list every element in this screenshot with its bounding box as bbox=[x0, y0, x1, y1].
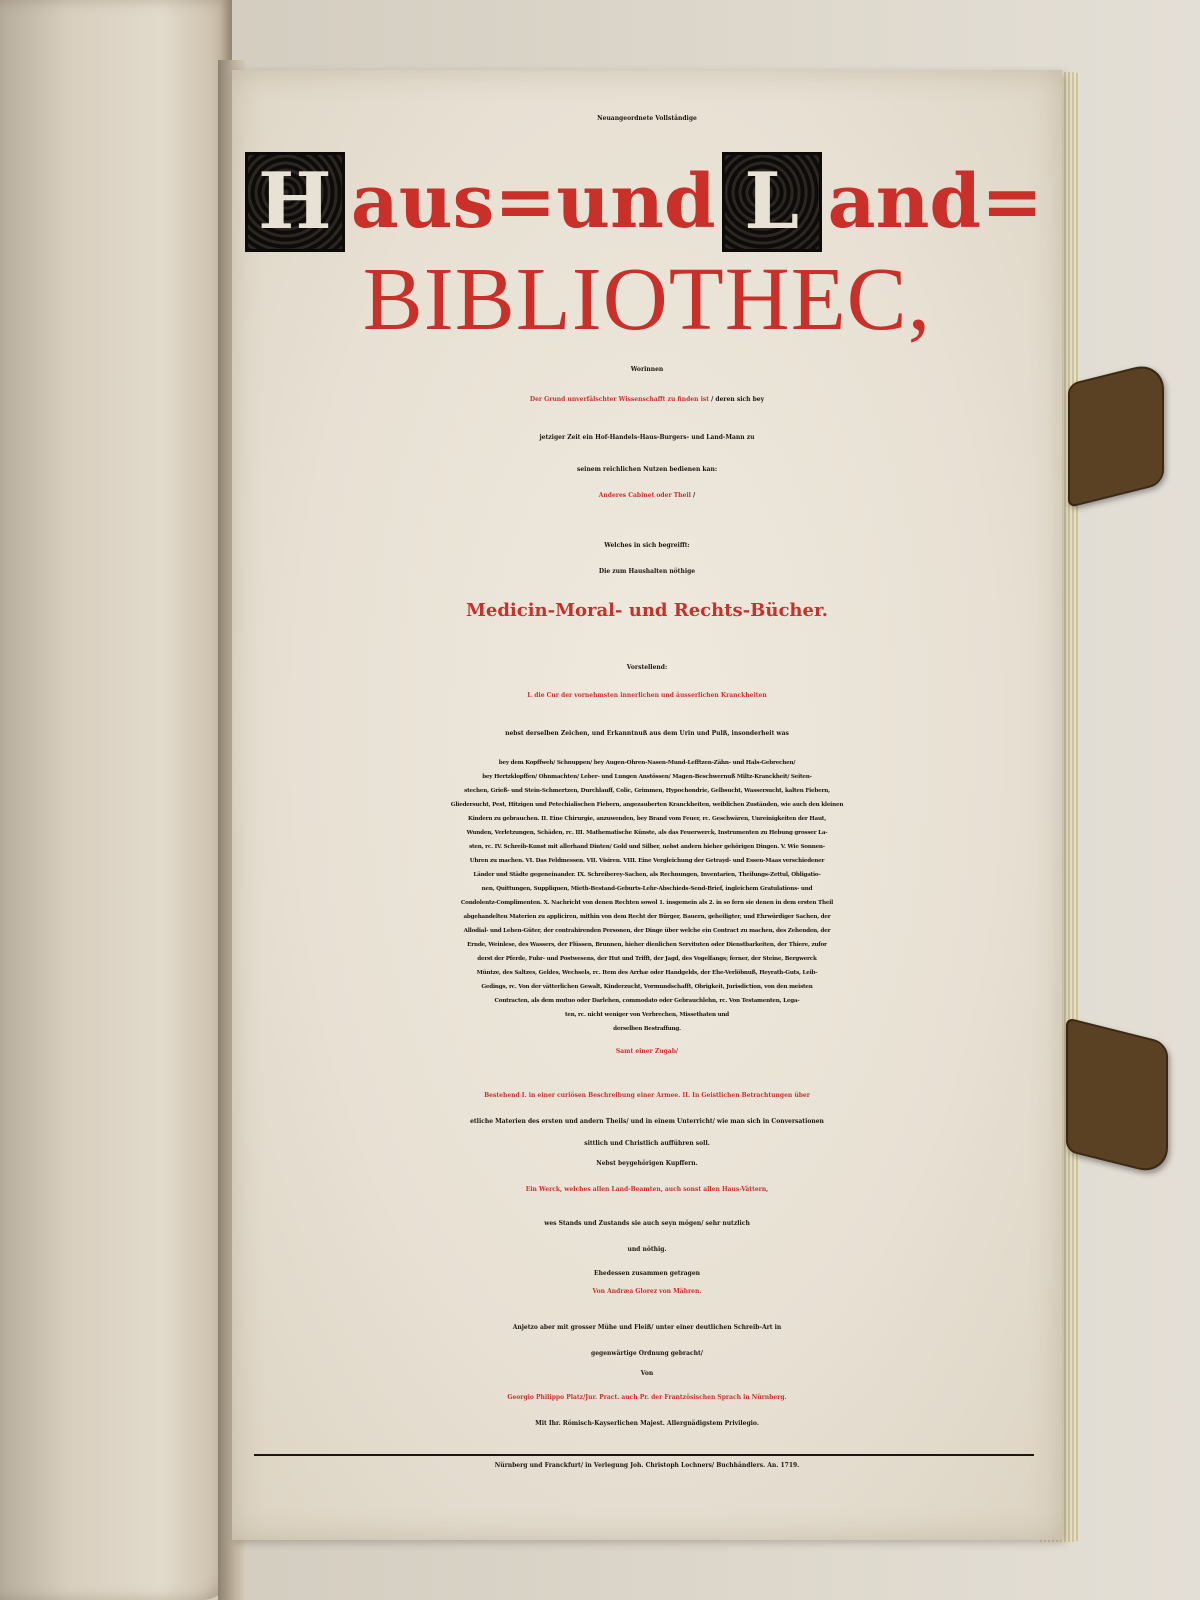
wes-line: wes Stands und Zustands sie auch seyn mögen/ sehr nutzlich bbox=[544, 1220, 750, 1227]
author-line: Von Andræa Glorez von Mähren. bbox=[592, 1288, 702, 1295]
grund-line bbox=[232, 396, 1062, 403]
kupffern-line: Nebst beygehörigen Kupffern. bbox=[596, 1160, 698, 1167]
etliche-line: etliche Materien des ersten und andern Theils/ und in einem Unterricht/ wie man sich in Conversationen bbox=[470, 1118, 824, 1125]
body-line-19: ten, rc. nicht weniger von Verbrechen, Missethaten und bbox=[564, 1012, 730, 1018]
body-line-5: Kindern zu gebrauchen. II. Eine Chirurgie, anzuwenden, bey Brand vom Feuer, rc. Geschwären, Unreinigkeiten der Haut, bbox=[468, 816, 826, 822]
jetziger-line: jetziger Zeit ein Hof-Handels-Haus-Burgers- und Land-Mann zu bbox=[539, 434, 755, 441]
ehedessen-line: Ehedessen zusammen getragen bbox=[594, 1270, 700, 1277]
grund-black-text: / deren sich bey bbox=[711, 396, 765, 403]
imprint-rule bbox=[254, 1454, 1034, 1456]
body-line-11: Condolentz-Complimenten. X. Nachricht von denen Rechten sowol 1. insgemein als 2. in so fern sie denen in dem ersten Theil bbox=[460, 900, 834, 906]
privilege-line: Mit Ihr. Römisch-Kayserlichen Majest. Allergnädigstem Privilegio. bbox=[535, 1420, 759, 1427]
anderes-slash: / bbox=[693, 492, 696, 499]
grund-red-text: Der Grund unverfälschter Wissenschafft zu finden ist bbox=[529, 396, 710, 403]
body-line-4: Gliedersucht, Pest, Hitzigen und Petechialischen Fiebern, angezauberten Kranckheiten, weiblichen Zuständen, wie auch den kleinen bbox=[450, 802, 844, 808]
body-line-16: Müntze, des Saltzes, Geldes, Wechsels, rc. Item des Arrhæ oder Handgelds, der Ehe-Verlöbnuß, Heyrath-Guts, Leib- bbox=[476, 970, 818, 976]
body-line-13: Allodial- und Lehen-Güter, der contrahirenden Personen, der Dinge über welche ein Contract zu machen, des Zehenden, der bbox=[463, 928, 831, 934]
samt-line: Samt einer Zugab/ bbox=[615, 1048, 679, 1055]
vorstellend-line: Vorstellend: bbox=[626, 664, 668, 671]
body-line-18: Contracten, als dem mutuo oder Darlehen, commodato oder Gebrauchlehn, rc. Von Testamenten, Lega- bbox=[494, 998, 800, 1004]
sittlich-line: sittlich und Christlich aufführen soll. bbox=[584, 1140, 710, 1147]
diezum-line: Die zum Haushalten nöthige bbox=[598, 568, 696, 575]
body-line-10: nen, Quittungen, Suppliquen, Mieth-Bestand-Geburts-Lehr-Abschieds-Send-Brief, ingleichem Gratulations- und bbox=[481, 886, 813, 892]
main-title: BIBLIOTHEC, bbox=[362, 250, 932, 349]
body-line-9: Länder und Städte gegeneinander. IX. Schreiberey-Sachen, als Rechnungen, Inventarien, Theilungs-Zettul, Obligatio- bbox=[473, 872, 821, 878]
body-line-6: Wunden, Verletzungen, Schäden, rc. III. Mathematische Künste, als das Feuerwerck, Instrumenten zu Hebung grosser La- bbox=[466, 830, 828, 836]
anderes-text: Anderes Cabinet oder Theil bbox=[598, 492, 691, 499]
von-line: Von bbox=[640, 1370, 654, 1377]
body-line-8: Uhren zu machen. VI. Das Feldmessen. VII. Visiren. VIII. Eine Vergleichung der Getrayd- und Essen-Maas verschiedener bbox=[469, 858, 825, 864]
left-blank-page bbox=[0, 0, 232, 1600]
land-text: and= bbox=[827, 159, 1044, 245]
imprint-line: Nürnberg und Franckfurt/ in Verlegung Joh. Christoph Lochners/ Buchhändlers. An. 1719. bbox=[494, 1462, 800, 1469]
haus-und-text: aus=und bbox=[350, 159, 716, 245]
nebst-line: nebst derselben Zeichen, und Erkanntnuß aus dem Urin und Pulß, insonderheit was bbox=[505, 730, 789, 737]
cure-line: I. die Cur der vornehmsten innerlichen und äusserlichen Kranckheiten bbox=[527, 692, 767, 699]
seinem-line: seinem reichlichen Nutzen bedienen kan: bbox=[576, 466, 718, 473]
anjetzo-line: Anjetzo aber mit grosser Mühe und Fleiß/ unter einer deutlichen Schreib-Art in bbox=[512, 1324, 782, 1331]
decorated-initial-l: L bbox=[722, 152, 822, 252]
body-line-7: sten, rc. IV. Schreib-Kunst mit allerhand Dinten/ Gold und Silber, nebst andern hieher gehörigen Dingen. V. Wie Sonnen- bbox=[469, 844, 825, 850]
noethig-line: und nöthig. bbox=[627, 1246, 667, 1253]
body-line-2: bey Hertzklopffen/ Ohnmachten/ Leber- und Lungen Anstössen/ Magen-Beschwernuß Miltz-Kranckheit/ Seiten- bbox=[482, 774, 812, 780]
body-line-1: bey dem Kopffweh/ Schnuppen/ bey Augen-Ohren-Nasen-Mund-Lefftzen-Zähn- und Hals-Gebrechen/ bbox=[498, 760, 796, 766]
body-line-12: abgehandelten Materien zu appliciren, mithin von dem Recht der Bürger, Bauern, geheiligter, und Ehrwürdiger Sachen, der bbox=[463, 914, 831, 920]
bottom-clasp bbox=[1066, 1017, 1168, 1176]
title-page bbox=[232, 70, 1062, 1540]
anderes-line bbox=[232, 492, 1062, 499]
medicin-line: Medicin-Moral- und Rechts-Bücher. bbox=[465, 600, 829, 621]
decorated-initial-h: H bbox=[245, 152, 345, 252]
body-line-17: Gedings, rc. Von der vätterlichen Gewalt, Kinderzucht, Vormundschafft, Obrigkeit, Jurisdiction, von den meisten bbox=[481, 984, 813, 990]
welches-line: Welches in sich begreifft: bbox=[604, 542, 690, 549]
body-line-15: derst der Pferde, Fuhr- und Postwesens, der Hut und Trifft, der Jagd, des Vogelfangs; ferner, der Steine, Bergwerck bbox=[477, 956, 817, 962]
body-line-14: Ernde, Weinlese, des Wassers, der Flüssen, Brunnen, hieher dienlichen Servituten oder Dienstbarkeiten, der Thiere, zufor bbox=[467, 942, 827, 948]
top-clasp bbox=[1068, 360, 1164, 508]
body-line-20: derselben Bestraffung. bbox=[613, 1026, 681, 1032]
werck-line: Ein Werck, welches allen Land-Beamten, auch sonst allen Haus-Vättern, bbox=[525, 1186, 769, 1193]
subtitle-line: Neuangeordnete Vollständige bbox=[597, 115, 697, 122]
gegenwaertige-line: gegenwärtige Ordnung gebracht/ bbox=[591, 1350, 703, 1357]
body-line-3: stechen, Grieß- und Stein-Schmertzen, Durchlauff, Colic, Grimmen, Hypochondrie, Gelbsucht, Wassersucht, kalten Fiebern, bbox=[464, 788, 830, 794]
worinnen-line: Worinnen bbox=[630, 366, 664, 373]
bestehend-line: Bestehend I. in einer curiösen Beschreibung einer Armee. II. In Geistlichen Betrachtungen über bbox=[484, 1092, 810, 1099]
editor-line: Georgio Philippo Platz/Jur. Pract. auch Pr. der Frantzösischen Sprach in Nürnberg. bbox=[507, 1394, 787, 1401]
